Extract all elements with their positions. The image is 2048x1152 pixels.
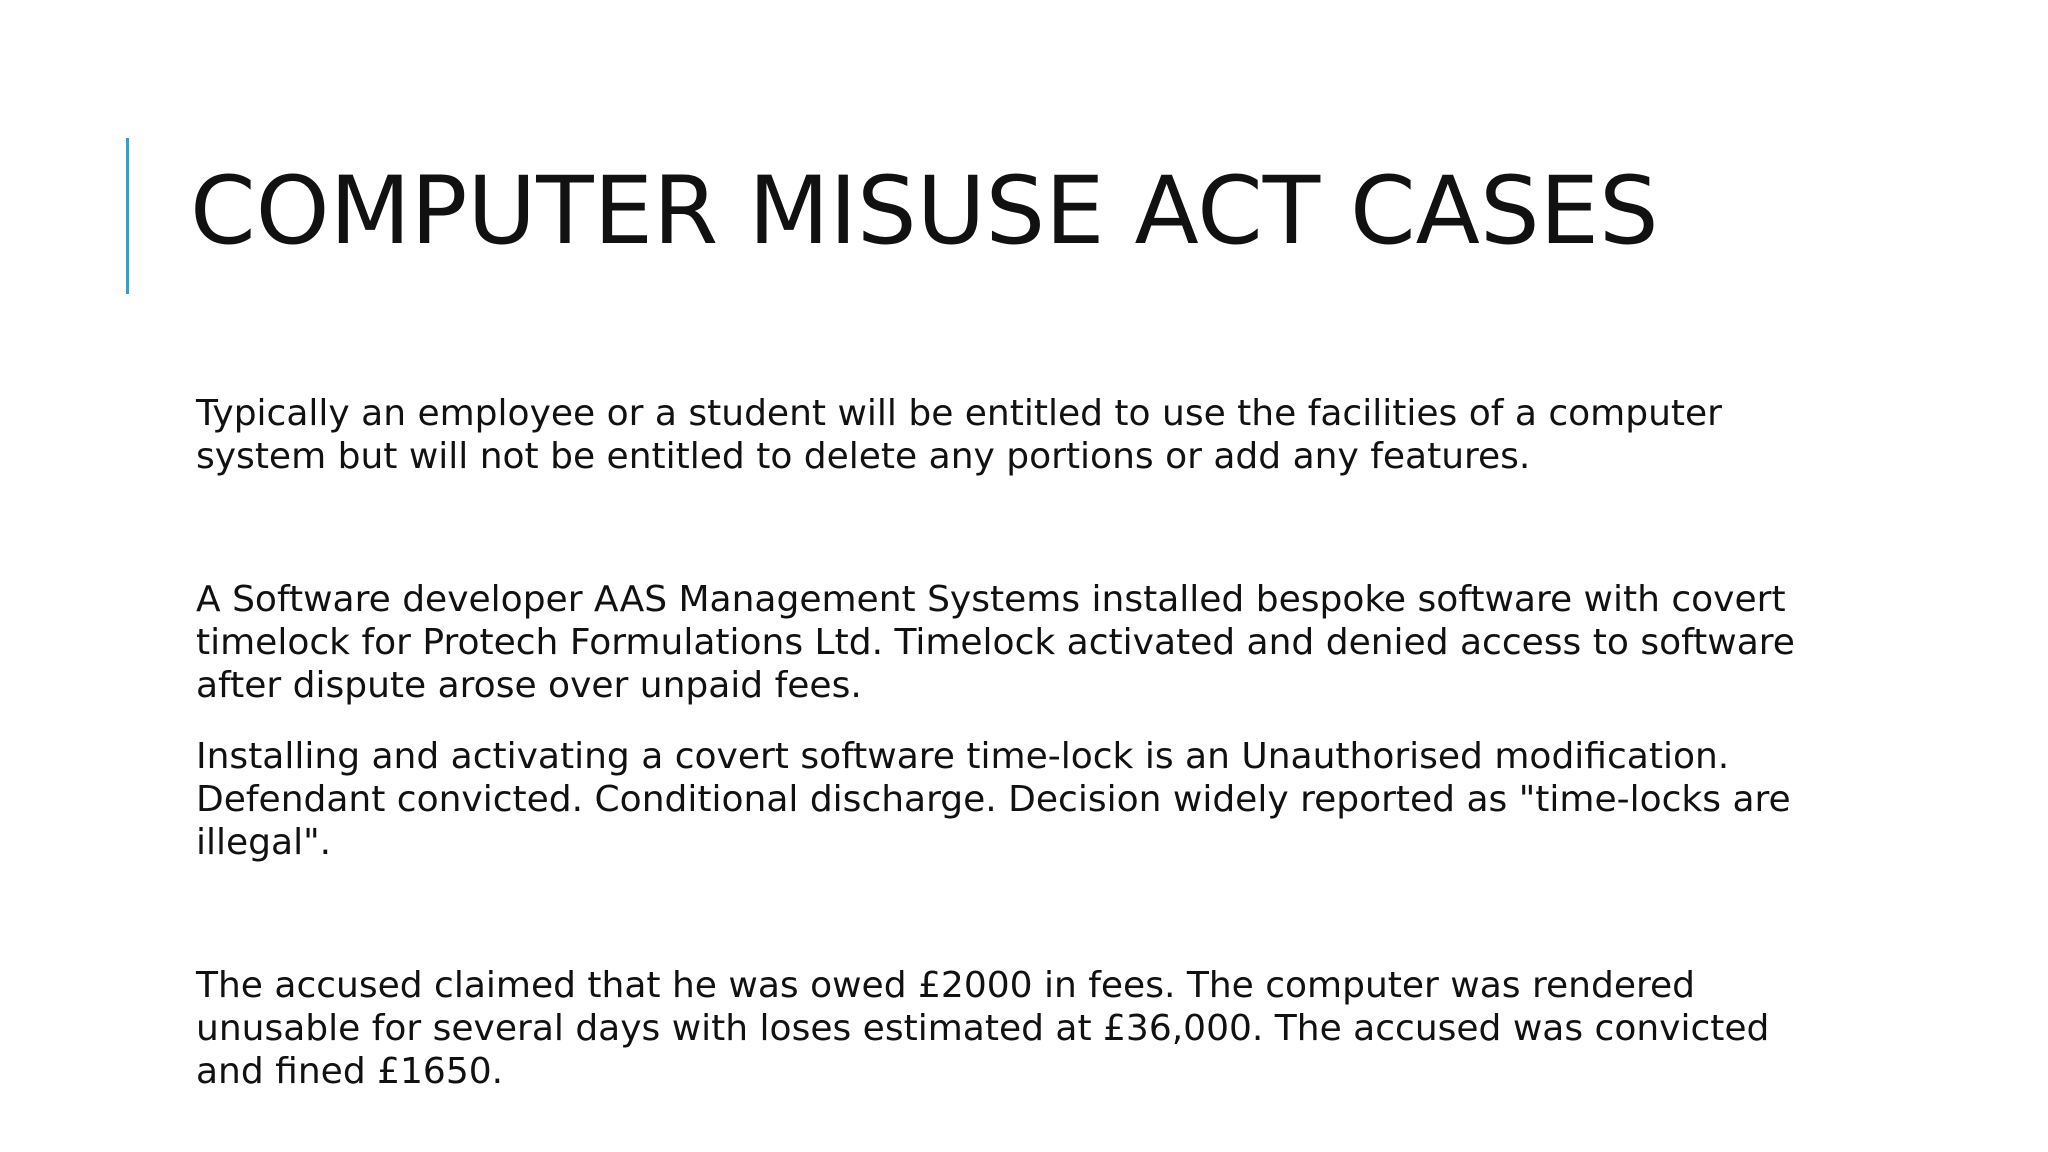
title-accent-bar xyxy=(126,138,129,294)
slide-title: COMPUTER MISUSE ACT CASES xyxy=(190,157,1659,266)
paragraph-2: A Software developer AAS Management Systems installed bespoke software with covert timelock for Protech Formulations Ltd. Timelock activated and denied access to software after dispute arose over unpaid fees. xyxy=(196,579,1795,706)
slide-body xyxy=(196,392,1836,1093)
paragraph-4: The accused claimed that he was owed £2000 in fees. The computer was rendered unusable for several days with loses estimated at £36,000. The accused was convicted and fined £1650. xyxy=(196,965,1770,1092)
paragraph-1: Typically an employee or a student will be entitled to use the facilities of a computer system but will not be entitled to delete any portions or add any features. xyxy=(196,393,1722,477)
paragraph-3: Installing and activating a covert software time-lock is an Unauthorised modification. Defendant convicted. Conditional discharge. Decision widely reported as "time-locks are illegal". xyxy=(196,736,1791,863)
